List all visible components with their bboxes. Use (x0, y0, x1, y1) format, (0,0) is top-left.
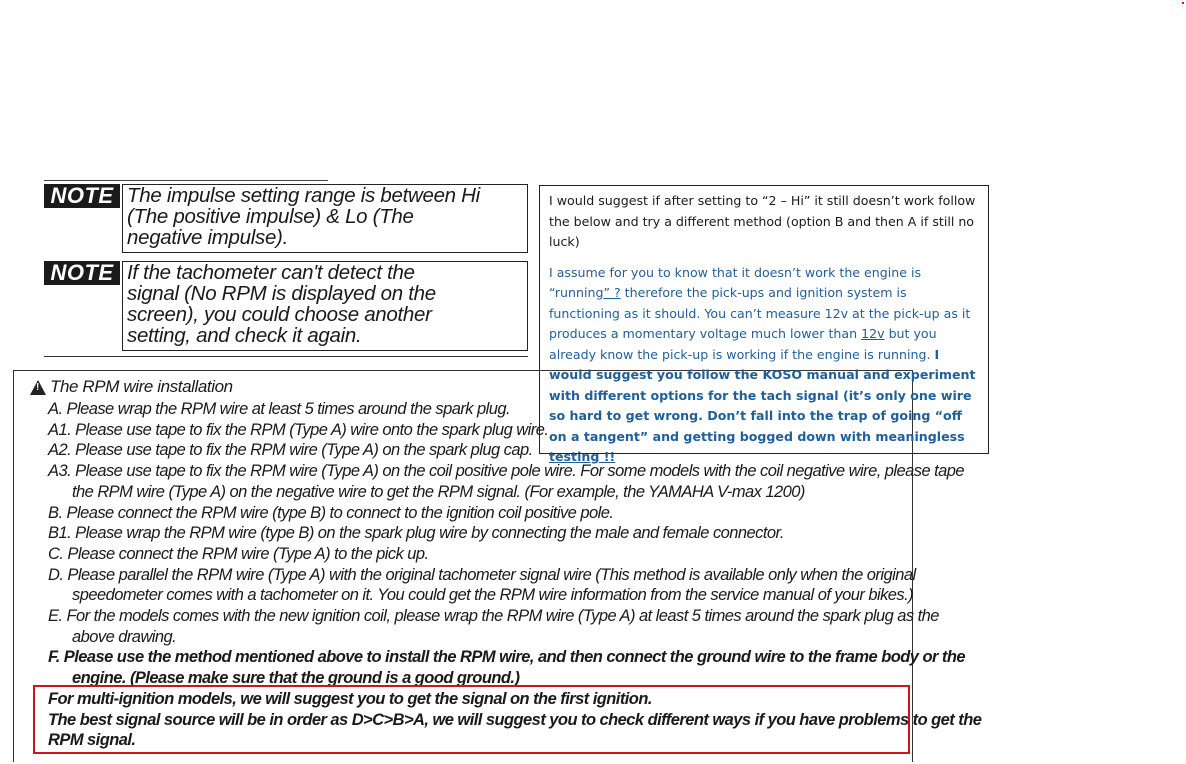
comment-bold-text: I would suggest you follow the KOSO manual and experiment with different options for the tach signal (it’s only one wire so hard to get wrong. Don’t fall into the trap of going “off on a tangent” and getting bogged down with meaningless (549, 346, 976, 444)
rpm-instruction-line: B1. Please wrap the RPM wire (type B) on the spark plug wire by connecting the male and female connector. (48, 524, 784, 543)
comment-bold-underlined: testing !! (549, 449, 616, 464)
rpm-instruction-line: The best signal source will be in order as D>C>B>A, we will suggest you to check different ways if you have problems to get the (48, 710, 982, 729)
note-line: negative impulse). (127, 226, 288, 249)
rpm-instruction-line: above drawing. (72, 627, 177, 646)
comment-text: therefore the pick-ups and ignition system is functioning as it should. You can’t measure 12v at the pick-up as it produces a momentary voltage much lower than (549, 285, 971, 341)
note-line: screen), you could choose another (127, 303, 432, 326)
red-dot-marker (1182, 2, 1184, 4)
rpm-instruction-line: D. Please parallel the RPM wire (Type A) with the original tachometer signal wire (This method is available only when the original (48, 565, 916, 584)
note-box (122, 184, 528, 253)
rpm-instruction-line: E. For the models comes with the new ignition coil, please wrap the RPM wire (Type A) at least 5 times around the spark plug as the (48, 607, 939, 626)
rpm-instruction-line: C. Please connect the RPM wire (Type A) to the pick up. (48, 544, 429, 563)
rpm-instruction-line: A3. Please use tape to fix the RPM wire (Type A) on the coil positive pole wire. For some models with the coil negative wire, please tape (48, 462, 965, 481)
rpm-instruction-line: F. Please use the method mentioned above to install the RPM wire, and then connect the ground wire to the frame body or the (48, 648, 965, 667)
rpm-instruction-line: engine. (Please make sure that the ground is a good ground.) (72, 669, 520, 688)
note-badge: NOTE (44, 184, 120, 208)
comment-box (539, 185, 989, 464)
note-top-rule (44, 180, 328, 181)
comment-paragraph-1: I would suggest if after setting to “2 – Hi” it still doesn’t work follow the below and try a different method (option B and then A if still no luck) (549, 193, 976, 249)
note-box (122, 261, 528, 351)
note-bottom-rule (44, 356, 528, 357)
comment-paragraph-2 (549, 263, 979, 468)
rpm-instruction-line: the RPM wire (Type A) on the negative wire to get the RPM signal. (For example, the YAMAHA V-max 1200) (72, 482, 805, 501)
rpm-instruction-line: speedometer comes with a tachometer on it. You could get the RPM wire information from the service manual of your bikes.) (72, 586, 914, 605)
rpm-instruction-line: RPM signal. (48, 731, 136, 750)
rpm-instruction-line: A1. Please use tape to fix the RPM (Type A) wire onto the spark plug wire. (48, 420, 549, 439)
rpm-instruction-line: For multi-ignition models, we will suggest you to get the signal on the first ignition. (48, 689, 652, 708)
rpm-title-text: The RPM wire installation (50, 377, 233, 396)
comment-underlined: ” ? (603, 285, 621, 300)
warning-icon (30, 380, 46, 395)
comment-text: I assume for you to know that it doesn’t work the engine is “running (549, 264, 922, 300)
note-badge: NOTE (44, 261, 120, 285)
comment-underlined: 12v (861, 326, 885, 341)
comment-text: but you already know the pick-up is working if the engine is running. (549, 326, 937, 362)
note-line: The impulse setting range is between Hi (127, 184, 480, 207)
highlight-box (33, 685, 982, 754)
note-line: setting, and check it again. (127, 324, 362, 347)
note-line: signal (No RPM is displayed on the (127, 282, 436, 305)
rpm-title (30, 377, 233, 397)
rpm-instruction-line: A2. Please use tape to fix the RPM wire (Type A) on the spark plug cap. (48, 441, 533, 460)
rpm-instruction-line: B. Please connect the RPM wire (type B) to connect to the ignition coil positive pole. (48, 503, 614, 522)
rpm-instruction-line: A. Please wrap the RPM wire at least 5 times around the spark plug. (48, 400, 511, 418)
note-line: (The positive impulse) & Lo (The (127, 205, 414, 228)
note-line: If the tachometer can't detect the (127, 261, 415, 284)
